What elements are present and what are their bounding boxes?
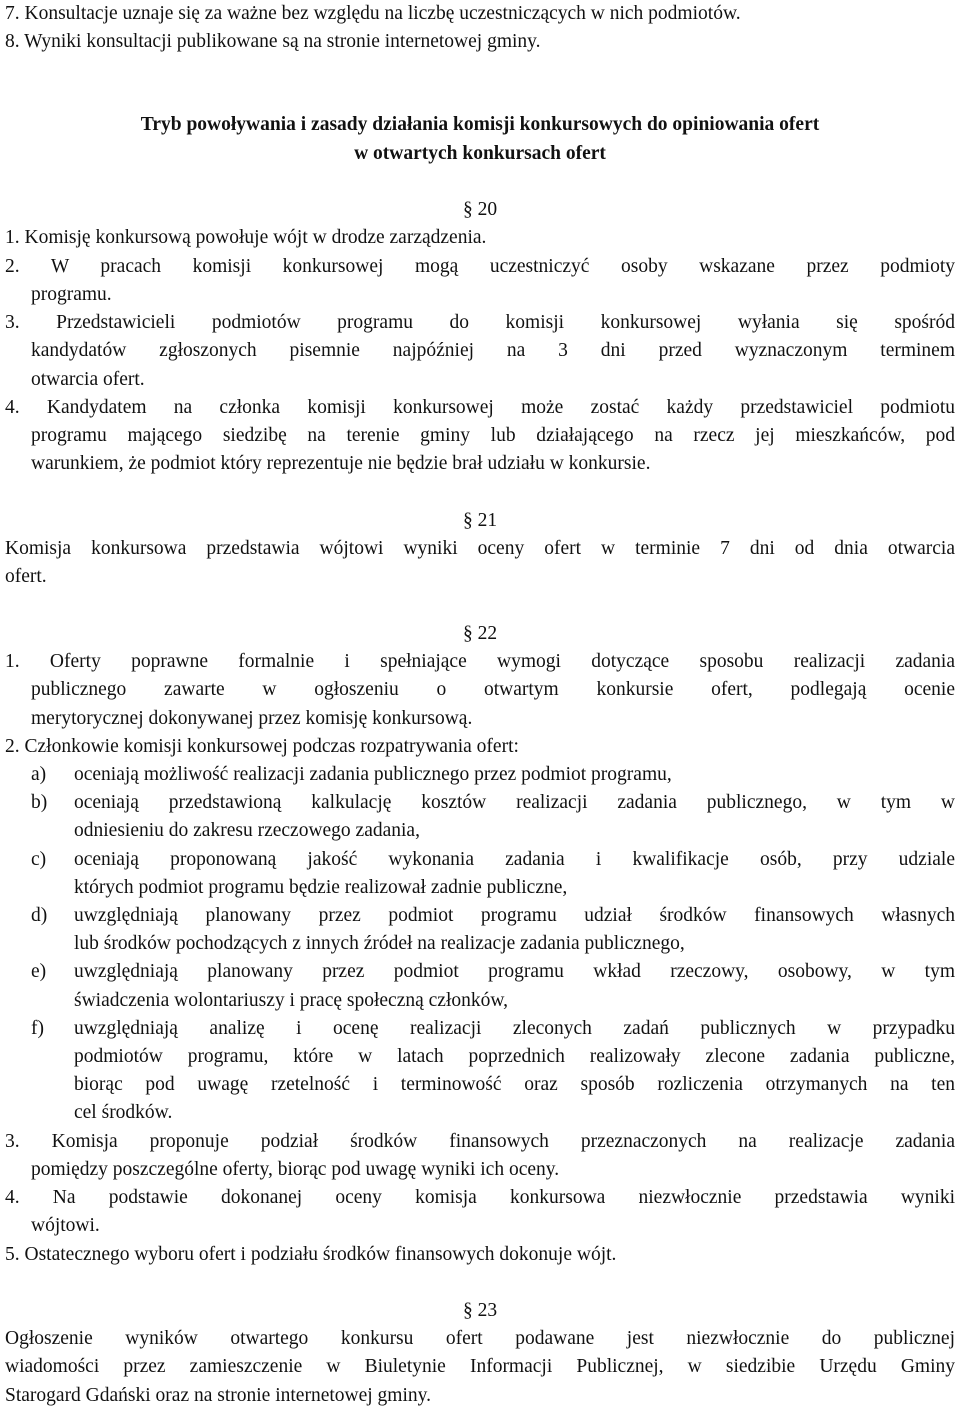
- list-item-f-cont: biorąc pod uwagę rzetelność i terminowość oraz sposób rozliczenia otrzymanych na ten: [74, 1074, 955, 1095]
- list-item-b: oceniają przedstawioną kalkulację kosztów realizacji zadania publicznego, w tym w: [74, 792, 955, 813]
- s21-text-cont: ofert.: [5, 566, 47, 587]
- section-title-line-1: Tryb powoływania i zasady działania komisji konkursowych do opiniowania ofert: [140, 114, 820, 135]
- s20-item-3-cont: kandydatów zgłoszonych pisemnie najpóźniej na 3 dni przed wyznaczonym terminem: [31, 340, 955, 361]
- s21-text: Komisja konkursowa przedstawia wójtowi wyniki oceny ofert w terminie 7 dni od dnia otwarcia: [5, 538, 955, 559]
- s23-text-cont: wiadomości przez zamieszczenie w Biuletynie Informacji Publicznej, w siedzibie Urzędu Gminy: [5, 1356, 955, 1377]
- list-label-a: a): [31, 764, 47, 785]
- s22-item-1: 1. Oferty poprawne formalnie i spełniające wymogi dotyczące sposobu realizacji zadania: [5, 651, 955, 672]
- s20-item-4: 4. Kandydatem na członka komisji konkursowej może zostać każdy przedstawiciel podmiotu: [5, 397, 955, 418]
- list-item-a: oceniają możliwość realizacji zadania publicznego przez podmiot programu,: [74, 764, 672, 785]
- paragraph-heading-20: § 20: [462, 199, 498, 220]
- list-item-f-cont: podmiotów programu, które w latach poprzednich realizowały zlecone zadania publiczne,: [74, 1046, 955, 1067]
- paragraph-heading-22: § 22: [462, 623, 498, 644]
- list-label-d: d): [31, 905, 48, 926]
- list-item-c-cont: których podmiot programu będzie realizował zadnie publiczne,: [74, 877, 568, 898]
- list-item-f-cont: cel środków.: [74, 1102, 173, 1123]
- paragraph-heading-23: § 23: [462, 1300, 498, 1321]
- s22-item-1-cont: publicznego zawarte w ogłoszeniu o otwartym konkursie ofert, podlegają ocenie: [31, 679, 955, 700]
- list-item-e-cont: świadczenia wolontariuszy i pracę społeczną członków,: [74, 990, 509, 1011]
- list-label-e: e): [31, 961, 47, 982]
- list-item-b-cont: odniesieniu do zakresu rzeczowego zadania,: [74, 820, 420, 841]
- list-label-c: c): [31, 849, 47, 870]
- s23-text: Ogłoszenie wyników otwartego konkursu ofert podawane jest niezwłocznie do publicznej: [5, 1328, 955, 1349]
- s22-item-4: 4. Na podstawie dokonanej oceny komisja konkursowa niezwłocznie przedstawia wyniki: [5, 1187, 955, 1208]
- s22-item-3: 3. Komisja proponuje podział środków finansowych przeznaczonych na realizacje zadania: [5, 1131, 955, 1152]
- s20-item-2-cont: programu.: [31, 284, 112, 305]
- list-item-d-cont: lub środków pochodzących z innych źródeł na realizacje zadania publicznego,: [74, 933, 685, 954]
- item-7: 7. Konsultacje uznaje się za ważne bez względu na liczbę uczestniczących w nich podmiotów.: [5, 3, 741, 24]
- list-item-f: uwzględniają analizę i ocenę realizacji zleconych zadań publicznych w przypadku: [74, 1018, 955, 1039]
- list-item-c: oceniają proponowaną jakość wykonania zadania i kwalifikacje osób, przy udziale: [74, 849, 955, 870]
- s20-item-4-cont: programu mającego siedzibę na terenie gminy lub działającego na rzecz jej mieszkańców, pod: [31, 425, 955, 446]
- s22-item-2: 2. Członkowie komisji konkursowej podczas rozpatrywania ofert:: [5, 736, 519, 757]
- paragraph-heading-21: § 21: [462, 510, 498, 531]
- list-item-e: uwzględniają planowany przez podmiot programu wkład rzeczowy, osobowy, w tym: [74, 961, 955, 982]
- item-8: 8. Wyniki konsultacji publikowane są na stronie internetowej gminy.: [5, 31, 541, 52]
- list-item-d: uwzględniają planowany przez podmiot programu udział środków finansowych własnych: [74, 905, 955, 926]
- s20-item-3-cont: otwarcia ofert.: [31, 369, 145, 390]
- s23-text-cont: Starogard Gdański oraz na stronie internetowej gminy.: [5, 1385, 431, 1406]
- s20-item-1: 1. Komisję konkursową powołuje wójt w drodze zarządzenia.: [5, 227, 487, 248]
- s22-item-5: 5. Ostatecznego wyboru ofert i podziału środków finansowych dokonuje wójt.: [5, 1244, 617, 1265]
- s22-item-1-cont: merytorycznej dokonywanej przez komisję konkursową.: [31, 708, 473, 729]
- s20-item-4-cont: warunkiem, że podmiot który reprezentuje nie będzie brał udziału w konkursie.: [31, 453, 651, 474]
- list-label-f: f): [31, 1018, 44, 1039]
- list-label-b: b): [31, 792, 48, 813]
- section-title-line-2: w otwartych konkursach ofert: [354, 143, 606, 164]
- s20-item-2: 2. W pracach komisji konkursowej mogą uczestniczyć osoby wskazane przez podmioty: [5, 256, 955, 277]
- s20-item-3: 3. Przedstawicieli podmiotów programu do komisji konkursowej wyłania się spośród: [5, 312, 955, 333]
- s22-item-3-cont: pomiędzy poszczególne oferty, biorąc pod uwagę wyniki ich oceny.: [31, 1159, 560, 1180]
- s22-item-4-cont: wójtowi.: [31, 1215, 100, 1236]
